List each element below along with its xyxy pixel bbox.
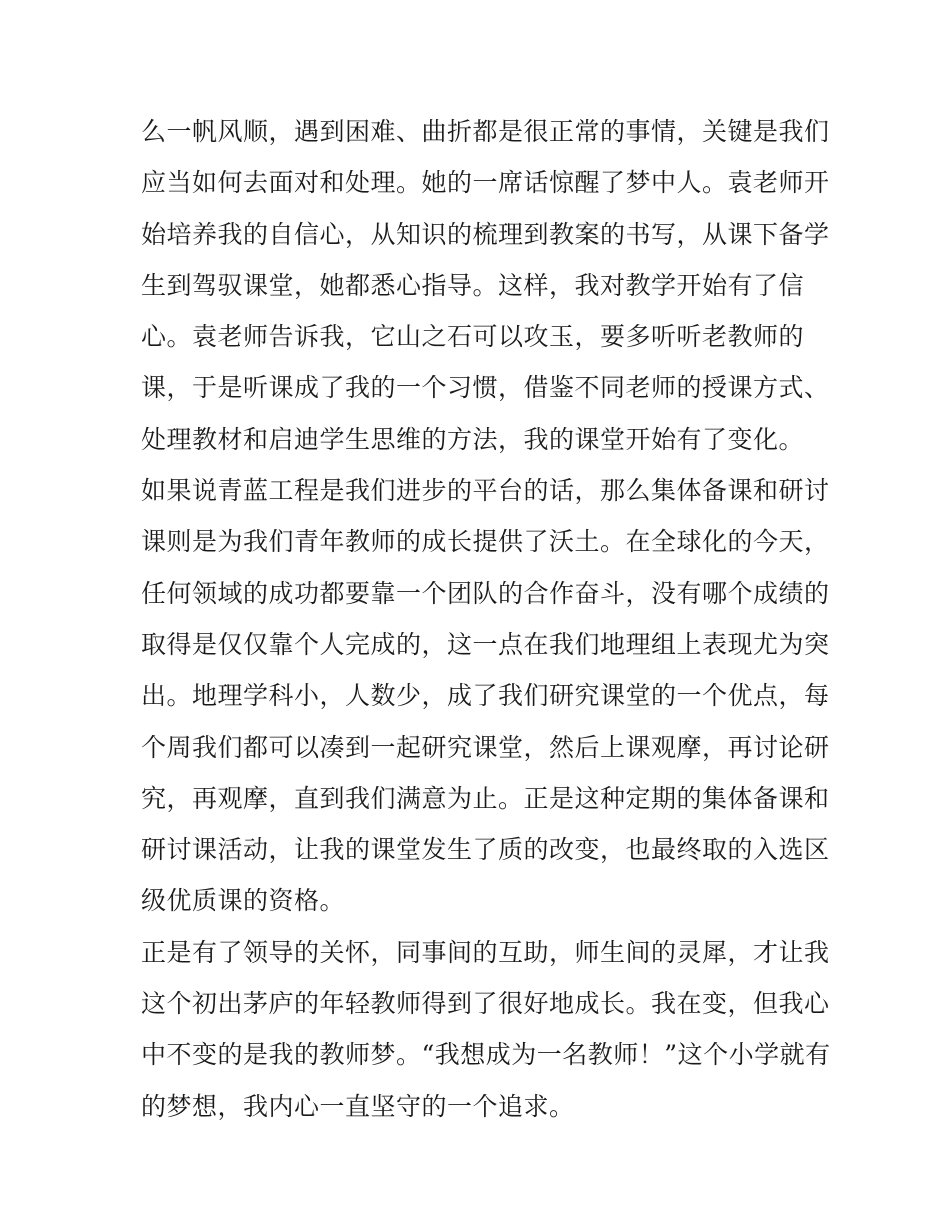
text-line: 心。袁老师告诉我，它山之石可以攻玉，要多听听老教师的	[141, 322, 805, 352]
text-line: 始培养我的自信心，从知识的梳理到教案的书写，从课下备学	[141, 219, 830, 249]
text-line: 正是有了领导的关怀，同事间的互助，师生间的灵犀，才让我	[141, 937, 830, 967]
text-line: 的梦想，我内心一直坚守的一个追求。	[141, 1091, 575, 1121]
text-line: 课则是为我们青年教师的成长提供了沃土。在全球化的今天，	[141, 527, 830, 557]
text-line: 这个初出茅庐的年轻教师得到了很好地成长。我在变，但我心	[141, 989, 830, 1019]
text-line: 生到驾驭课堂，她都悉心指导。这样，我对教学开始有了信	[141, 270, 805, 300]
text-line: 课，于是听课成了我的一个习惯，借鉴不同老师的授课方式、	[141, 373, 830, 403]
text-line: 应当如何去面对和处理。她的一席话惊醒了梦中人。袁老师开	[141, 168, 830, 198]
text-line: 个周我们都可以凑到一起研究课堂，然后上课观摩，再讨论研	[141, 732, 830, 762]
text-line: 么一帆风顺，遇到困难、曲折都是很正常的事情，关键是我们	[141, 117, 830, 146]
text-line: 究，再观摩，直到我们满意为止。正是这种定期的集体备课和	[141, 783, 830, 813]
text-line: 中不变的是我的教师梦。“我想成为一名教师！”这个小学就有	[141, 1040, 831, 1070]
text-line: 取得是仅仅靠个人完成的，这一点在我们地理组上表现尤为突	[141, 629, 830, 659]
text-line: 出。地理学科小，人数少，成了我们研究课堂的一个优点，每	[141, 681, 830, 711]
text-line: 级优质课的资格。	[141, 886, 346, 916]
text-line: 研讨课活动，让我的课堂发生了质的改变，也最终取的入选区	[141, 835, 830, 865]
text-line: 任何领域的成功都要靠一个团队的合作奋斗，没有哪个成绩的	[141, 578, 830, 608]
text-line: 如果说青蓝工程是我们进步的平台的话，那么集体备课和研讨	[141, 476, 830, 506]
body-text	[141, 106, 831, 1132]
text-line: 处理教材和启迪学生思维的方法，我的课堂开始有了变化。	[141, 424, 805, 454]
